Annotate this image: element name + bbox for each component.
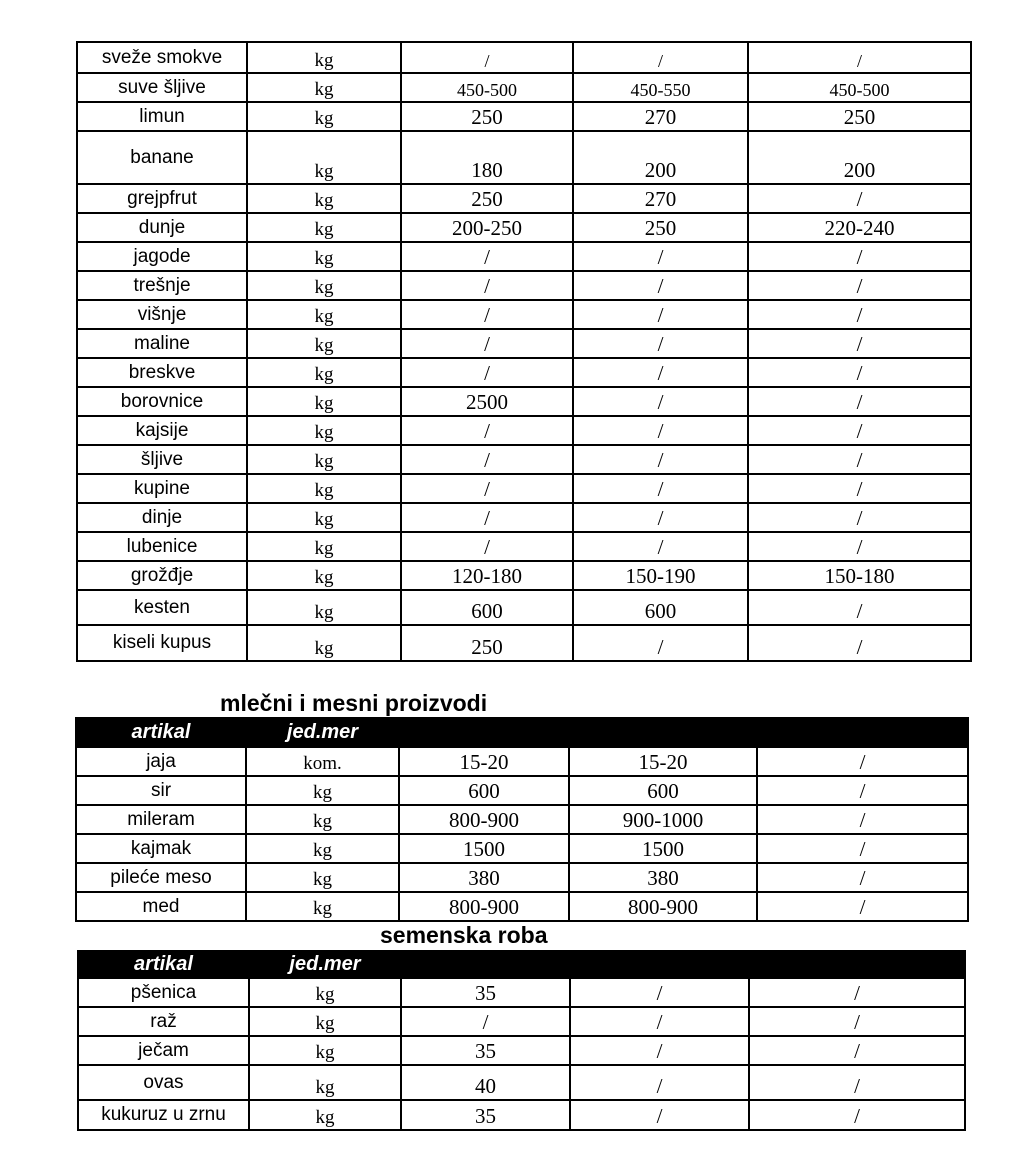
price-cell-3: / [748, 300, 971, 329]
column-header-jedmer: jed.mer [246, 718, 399, 747]
table-row [77, 387, 971, 416]
table-row [77, 42, 971, 73]
dairy-section-title: mlečni i mesni proizvodi [220, 690, 488, 716]
price-cell-2: / [573, 503, 748, 532]
table-row [76, 805, 968, 834]
price-cell-3: / [749, 1065, 965, 1100]
table-row [77, 213, 971, 242]
table-row [76, 892, 968, 921]
seed-price-table [77, 950, 966, 1131]
price-cell-3: / [748, 445, 971, 474]
item-name-cell: kupine [77, 474, 247, 503]
item-name-cell: sveže smokve [77, 42, 247, 73]
price-cell-1: 600 [399, 776, 569, 805]
price-cell-1: 200-250 [401, 213, 573, 242]
unit-cell: kg [247, 625, 401, 661]
price-cell-1: 1500 [399, 834, 569, 863]
price-cell-2: / [570, 978, 749, 1007]
column-header-artikal: artikal [76, 718, 246, 747]
table-row [77, 416, 971, 445]
unit-cell: kg [247, 387, 401, 416]
price-cell-3: / [757, 892, 968, 921]
item-name-cell: suve šljive [77, 73, 247, 102]
price-cell-3: / [748, 532, 971, 561]
price-cell-3: / [749, 978, 965, 1007]
price-cell-1: 35 [401, 1100, 570, 1130]
item-name-cell: kiseli kupus [77, 625, 247, 661]
price-cell-2: / [573, 358, 748, 387]
price-cell-2: / [573, 271, 748, 300]
price-cell-2: / [573, 242, 748, 271]
item-name-cell: lubenice [77, 532, 247, 561]
price-cell-3: / [749, 1036, 965, 1065]
price-cell-1: / [401, 445, 573, 474]
price-cell-1: 250 [401, 184, 573, 213]
item-name-cell: raž [78, 1007, 249, 1036]
table-row [77, 73, 971, 102]
price-cell-1: 380 [399, 863, 569, 892]
table-row [77, 184, 971, 213]
table-row [76, 834, 968, 863]
table-row [77, 358, 971, 387]
unit-cell: kg [249, 1007, 401, 1036]
unit-cell: kg [247, 329, 401, 358]
price-cell-2: / [573, 300, 748, 329]
price-cell-1: 250 [401, 102, 573, 131]
price-cell-1: 120-180 [401, 561, 573, 590]
price-cell-2: 1500 [569, 834, 757, 863]
price-cell-2: 270 [573, 184, 748, 213]
table-row [77, 590, 971, 625]
unit-cell: kg [246, 776, 399, 805]
price-cell-2: 600 [569, 776, 757, 805]
item-name-cell: kajmak [76, 834, 246, 863]
price-cell-2: / [570, 1065, 749, 1100]
price-cell-3: 250 [748, 102, 971, 131]
price-cell-2: 200 [573, 131, 748, 184]
price-cell-1: 180 [401, 131, 573, 184]
table-row [77, 329, 971, 358]
unit-cell: kg [247, 445, 401, 474]
item-name-cell: pšenica [78, 978, 249, 1007]
price-cell-2: / [573, 416, 748, 445]
table-row [76, 776, 968, 805]
column-header-blank [570, 951, 749, 978]
item-name-cell: ječam [78, 1036, 249, 1065]
price-cell-3: 450-500 [748, 73, 971, 102]
fruit-price-table [76, 41, 972, 662]
price-cell-2: 150-190 [573, 561, 748, 590]
price-cell-1: / [401, 474, 573, 503]
price-cell-2: 900-1000 [569, 805, 757, 834]
price-cell-1: / [401, 532, 573, 561]
price-cell-2: 600 [573, 590, 748, 625]
table-row [77, 271, 971, 300]
unit-cell: kg [247, 416, 401, 445]
item-name-cell: sir [76, 776, 246, 805]
unit-cell: kg [247, 73, 401, 102]
price-cell-1: / [401, 42, 573, 73]
unit-cell: kg [247, 503, 401, 532]
unit-cell: kg [247, 474, 401, 503]
item-name-cell: mileram [76, 805, 246, 834]
unit-cell: kg [246, 892, 399, 921]
table-row [77, 561, 971, 590]
item-name-cell: med [76, 892, 246, 921]
table-row [77, 300, 971, 329]
item-name-cell: breskve [77, 358, 247, 387]
price-cell-2: / [573, 387, 748, 416]
table-row [78, 1036, 965, 1065]
table-row [78, 978, 965, 1007]
item-name-cell: maline [77, 329, 247, 358]
price-cell-2: / [573, 42, 748, 73]
seed-section-title: semenska roba [380, 922, 548, 948]
price-cell-3: / [748, 625, 971, 661]
unit-cell: kg [246, 834, 399, 863]
item-name-cell: jagode [77, 242, 247, 271]
table-row [77, 532, 971, 561]
column-header-artikal: artikal [78, 951, 249, 978]
price-cell-1: 250 [401, 625, 573, 661]
unit-cell: kg [247, 131, 401, 184]
price-cell-2: 450-550 [573, 73, 748, 102]
item-name-cell: pileće meso [76, 863, 246, 892]
item-name-cell: trešnje [77, 271, 247, 300]
price-cell-3: / [749, 1007, 965, 1036]
table-row [78, 1100, 965, 1130]
price-cell-3: / [748, 474, 971, 503]
price-cell-3: / [757, 747, 968, 776]
table-row [77, 102, 971, 131]
unit-cell: kg [247, 561, 401, 590]
price-cell-1: 15-20 [399, 747, 569, 776]
price-cell-1: / [401, 416, 573, 445]
price-cell-3: / [748, 271, 971, 300]
unit-cell: kg [247, 42, 401, 73]
table-row [77, 503, 971, 532]
price-cell-3: / [757, 805, 968, 834]
column-header-blank [569, 718, 757, 747]
table-row [78, 1007, 965, 1036]
price-cell-3: / [748, 387, 971, 416]
price-cell-3: 200 [748, 131, 971, 184]
item-name-cell: dunje [77, 213, 247, 242]
item-name-cell: višnje [77, 300, 247, 329]
price-cell-3: 220-240 [748, 213, 971, 242]
column-header-blank [749, 951, 965, 978]
price-cell-2: 250 [573, 213, 748, 242]
item-name-cell: borovnice [77, 387, 247, 416]
price-cell-3: / [748, 184, 971, 213]
price-cell-2: / [570, 1100, 749, 1130]
item-name-cell: grožđje [77, 561, 247, 590]
price-cell-3: / [757, 776, 968, 805]
price-cell-2: 15-20 [569, 747, 757, 776]
column-header-jedmer: jed.mer [249, 951, 401, 978]
table-row [76, 863, 968, 892]
price-cell-1: / [401, 503, 573, 532]
unit-cell: kg [247, 242, 401, 271]
price-cell-2: / [573, 532, 748, 561]
column-header-blank [401, 951, 570, 978]
unit-cell: kg [249, 1065, 401, 1100]
unit-cell: kom. [246, 747, 399, 776]
unit-cell: kg [247, 532, 401, 561]
price-cell-1: 35 [401, 978, 570, 1007]
unit-cell: kg [246, 805, 399, 834]
price-cell-2: / [570, 1036, 749, 1065]
price-cell-3: / [757, 863, 968, 892]
item-name-cell: jaja [76, 747, 246, 776]
unit-cell: kg [249, 978, 401, 1007]
price-cell-3: / [748, 416, 971, 445]
unit-cell: kg [247, 184, 401, 213]
unit-cell: kg [249, 1036, 401, 1065]
table-row [77, 445, 971, 474]
price-cell-1: 2500 [401, 387, 573, 416]
unit-cell: kg [246, 863, 399, 892]
price-cell-1: 800-900 [399, 892, 569, 921]
table-row [78, 1065, 965, 1100]
price-cell-2: 270 [573, 102, 748, 131]
table-row [76, 747, 968, 776]
item-name-cell: dinje [77, 503, 247, 532]
price-cell-1: / [401, 358, 573, 387]
price-cell-2: / [573, 329, 748, 358]
unit-cell: kg [247, 590, 401, 625]
item-name-cell: kukuruz u zrnu [78, 1100, 249, 1130]
price-cell-2: 800-900 [569, 892, 757, 921]
unit-cell: kg [247, 213, 401, 242]
column-header-blank [757, 718, 968, 747]
item-name-cell: limun [77, 102, 247, 131]
price-cell-1: / [401, 300, 573, 329]
table-row [77, 625, 971, 661]
unit-cell: kg [247, 102, 401, 131]
unit-cell: kg [247, 300, 401, 329]
table-row [77, 131, 971, 184]
item-name-cell: kesten [77, 590, 247, 625]
price-cell-3: / [748, 503, 971, 532]
price-cell-1: 40 [401, 1065, 570, 1100]
table-row [77, 242, 971, 271]
price-cell-1: 35 [401, 1036, 570, 1065]
unit-cell: kg [247, 358, 401, 387]
price-cell-3: / [748, 242, 971, 271]
item-name-cell: banane [77, 131, 247, 184]
unit-cell: kg [249, 1100, 401, 1130]
table-row [77, 474, 971, 503]
price-cell-1: / [401, 242, 573, 271]
unit-cell: kg [247, 271, 401, 300]
price-cell-2: / [570, 1007, 749, 1036]
price-cell-3: / [748, 590, 971, 625]
column-header-blank [399, 718, 569, 747]
price-cell-2: 380 [569, 863, 757, 892]
item-name-cell: šljive [77, 445, 247, 474]
price-cell-3: / [748, 358, 971, 387]
price-cell-1: / [401, 1007, 570, 1036]
price-cell-2: / [573, 625, 748, 661]
price-cell-3: / [748, 42, 971, 73]
price-cell-1: / [401, 329, 573, 358]
price-cell-3: / [757, 834, 968, 863]
price-cell-1: 450-500 [401, 73, 573, 102]
item-name-cell: kajsije [77, 416, 247, 445]
price-cell-1: 600 [401, 590, 573, 625]
price-cell-1: 800-900 [399, 805, 569, 834]
price-cell-2: / [573, 474, 748, 503]
price-cell-3: / [748, 329, 971, 358]
item-name-cell: ovas [78, 1065, 249, 1100]
item-name-cell: grejpfrut [77, 184, 247, 213]
price-cell-2: / [573, 445, 748, 474]
price-cell-3: / [749, 1100, 965, 1130]
price-cell-1: / [401, 271, 573, 300]
price-cell-3: 150-180 [748, 561, 971, 590]
dairy-price-table [75, 717, 969, 922]
